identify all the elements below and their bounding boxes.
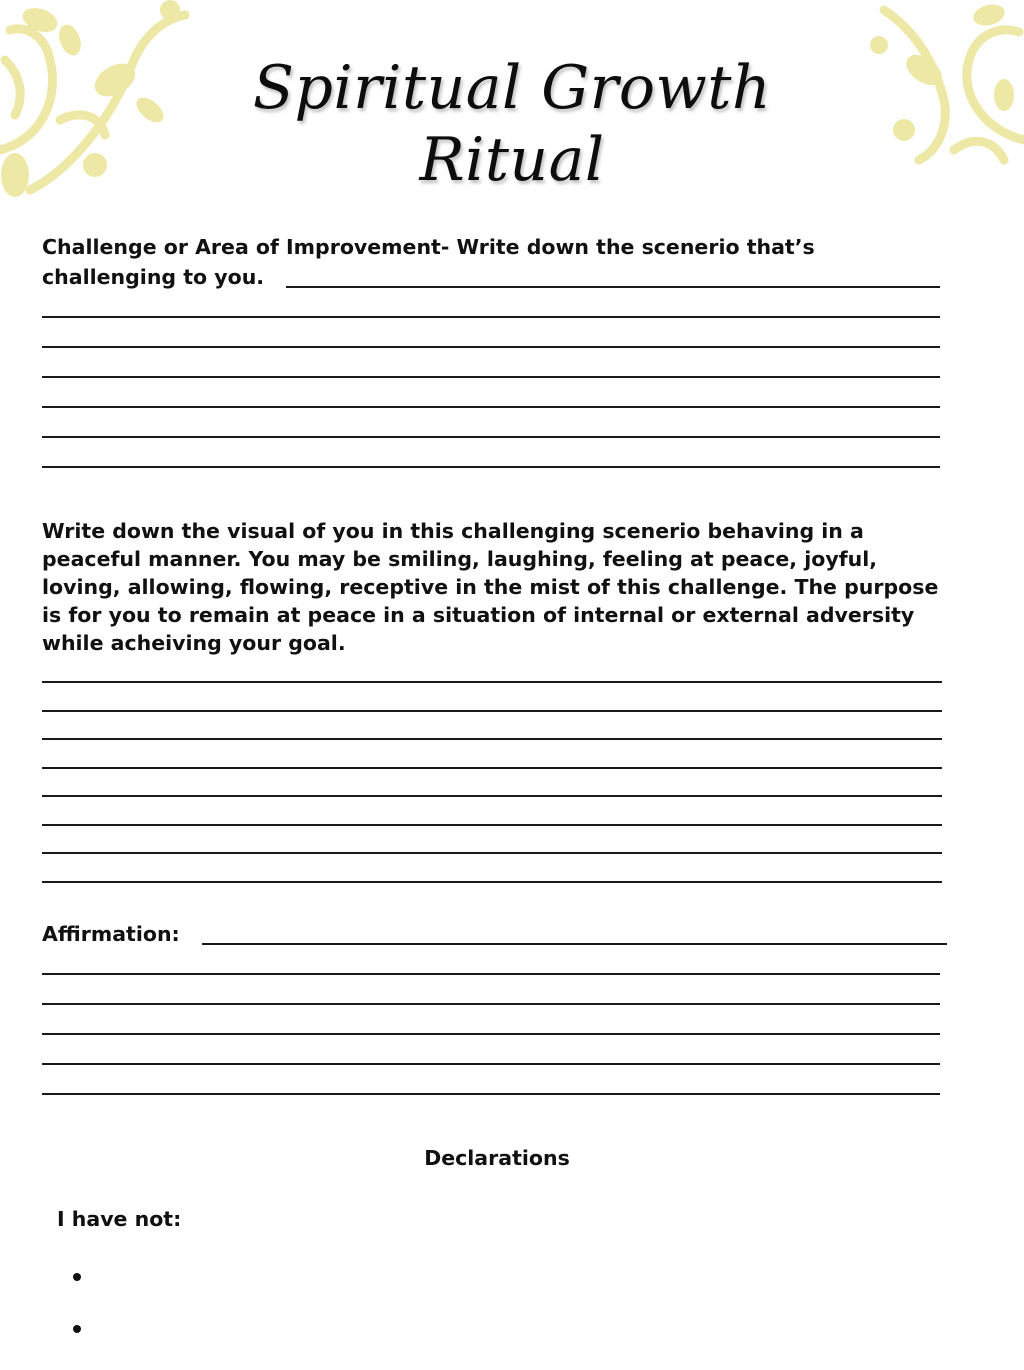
visual-prompt-line-2: peaceful manner. You may be smiling, laughing, feeling at peace, joyful, [42, 547, 878, 571]
affirmation-answer-line[interactable] [42, 973, 940, 975]
challenge-prompt-line-2: challenging to you. [42, 265, 265, 289]
visual-answer-line[interactable] [42, 681, 942, 683]
challenge-prompt-line-1: Challenge or Area of Improvement- Write down the scenerio that’s [42, 235, 815, 259]
visual-prompt-line-1: Write down the visual of you in this challenging scenerio behaving in a [42, 519, 864, 543]
visual-prompt-line-5: while acheiving your goal. [42, 631, 346, 655]
affirmation-answer-line[interactable] [42, 1063, 940, 1065]
visual-answer-line[interactable] [42, 824, 942, 826]
affirmation-label: Affirmation: [42, 922, 180, 946]
bullet-point-icon [73, 1325, 81, 1333]
bullet-point-icon [73, 1273, 81, 1281]
challenge-answer-line[interactable] [42, 436, 940, 438]
visual-answer-line[interactable] [42, 710, 942, 712]
visual-answer-line[interactable] [42, 881, 942, 883]
i-have-not-label: I have not: [57, 1207, 182, 1231]
title-line-2: Ritual [419, 125, 605, 195]
challenge-answer-line[interactable] [42, 346, 940, 348]
affirmation-answer-line[interactable] [42, 1003, 940, 1005]
title-line-1: Spiritual Growth [252, 53, 772, 123]
challenge-answer-line[interactable] [42, 316, 940, 318]
challenge-answer-line[interactable] [286, 286, 940, 288]
challenge-answer-line[interactable] [42, 466, 940, 468]
challenge-answer-line[interactable] [42, 376, 940, 378]
declarations-heading: Declarations [424, 1146, 570, 1170]
visual-answer-line[interactable] [42, 738, 942, 740]
visual-prompt-line-4: is for you to remain at peace in a situation of internal or external adversity [42, 603, 915, 627]
affirmation-answer-line[interactable] [42, 1093, 940, 1095]
page-title [0, 52, 1024, 196]
visual-answer-line[interactable] [42, 852, 942, 854]
visual-answer-line[interactable] [42, 767, 942, 769]
affirmation-answer-line[interactable] [42, 1033, 940, 1035]
visual-answer-line[interactable] [42, 795, 942, 797]
visual-prompt-line-3: loving, allowing, flowing, receptive in the mist of this challenge. The purpose [42, 575, 939, 599]
challenge-answer-line[interactable] [42, 406, 940, 408]
affirmation-answer-line[interactable] [202, 943, 947, 945]
